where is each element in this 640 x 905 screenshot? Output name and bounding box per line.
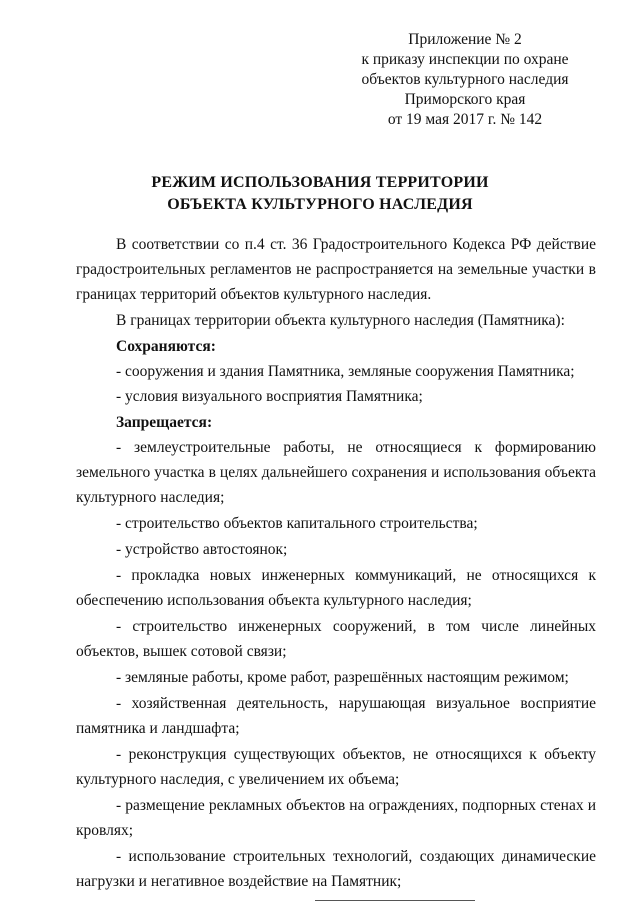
appendix-region: Приморского края <box>404 91 526 108</box>
prohibited-item: - размещение рекламных объектов на ограждениях, подпорных стенах и кровлях; <box>76 797 596 839</box>
prohibited-item: - хозяйственная деятельность, нарушающая визуальное восприятие памятника и ландшафта; <box>76 695 596 737</box>
preserved-item: - условия визуального восприятия Памятника; <box>116 388 423 405</box>
prohibited-item: - землеустроительные работы, не относящиеся к формированию земельного участка в целях дальнейшего сохранения и использования объекта культурного наследия; <box>76 439 596 506</box>
intro-paragraph: В соответствии со п.4 ст. 36 Градостроительного Кодекса РФ действие градостроительных регламентов не распространяется на земельные участки в границах территорий объектов культурного наследия. <box>76 236 596 303</box>
title-line-2: ОБЪЕКТА КУЛЬТУРНОГО НАСЛЕДИЯ <box>167 196 473 213</box>
prohibited-item: - строительство инженерных сооружений, в том числе линейных объектов, вышек сотовой связи; <box>76 618 596 660</box>
appendix-date: от 19 мая 2017 г. № 142 <box>387 111 543 128</box>
title-line-1: РЕЖИМ ИСПОЛЬЗОВАНИЯ ТЕРРИТОРИИ <box>151 174 489 191</box>
within-paragraph: В границах территории объекта культурного наследия (Памятника): <box>116 312 565 329</box>
appendix-block <box>340 30 590 130</box>
preserved-item: - сооружения и здания Памятника, земляные сооружения Памятника; <box>116 363 575 380</box>
prohibited-item: - строительство объектов капитального строительства; <box>116 515 478 532</box>
prohibited-item: - прокладка новых инженерных коммуникаций, не относящихся к обеспечению использования объекта культурного наследия; <box>76 567 596 609</box>
prohibited-item: - использование строительных технологий, создающих динамические нагрузки и негативное воздействие на Памятник; <box>76 848 596 890</box>
appendix-number: Приложение № 2 <box>408 31 522 48</box>
page-bottom-rule <box>315 900 475 901</box>
appendix-order-ref: к приказу инспекции по охране <box>361 51 569 68</box>
prohibited-item: - устройство автостоянок; <box>116 541 288 558</box>
appendix-org: объектов культурного наследия <box>361 71 569 88</box>
prohibited-item: - реконструкция существующих объектов, не относящихся к объекту культурного наследия, с увеличением их объема; <box>76 746 596 788</box>
document-body <box>76 232 596 894</box>
preserved-heading: Сохраняются: <box>116 338 216 355</box>
prohibited-heading: Запрещается: <box>116 414 213 431</box>
prohibited-item: - земляные работы, кроме работ, разрешённых настоящим режимом; <box>116 669 569 686</box>
document-title <box>0 172 640 216</box>
